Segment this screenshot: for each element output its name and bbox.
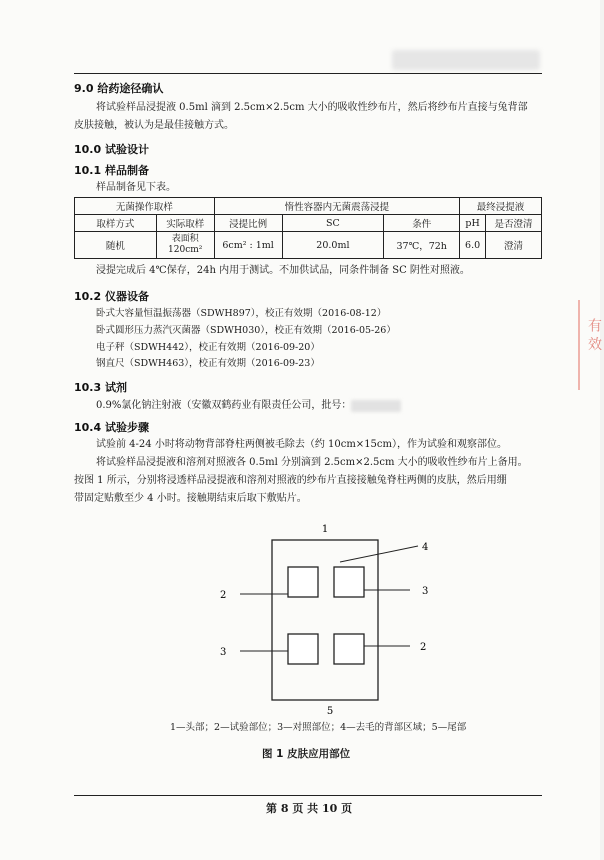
table-cell: 随机 — [75, 232, 157, 259]
skin-application-diagram — [200, 522, 440, 722]
redacted-header — [392, 50, 540, 70]
table-header-cell: 浸提比例 — [214, 215, 282, 232]
table-cell — [156, 232, 214, 259]
equipment-item: 卧式圆形压力蒸汽灭菌器（SDWH030），校正有效期（2016-05-26） — [96, 325, 396, 336]
control-site-upper-right — [334, 567, 364, 597]
equipment-item: 钢直尺（SDWH463），校正有效期（2016-09-23） — [96, 358, 320, 369]
equipment-item: 电子秤（SDWH442），校正有效期（2016-09-20） — [96, 342, 320, 353]
table-cell-line: 120cm² — [168, 245, 203, 255]
leader-line-4 — [340, 546, 418, 562]
table-group-aseptic: 无菌操作取样 — [75, 198, 215, 215]
reagent-line — [96, 397, 401, 415]
control-site-lower-left — [288, 634, 318, 664]
reagent-text: 0.9%氯化钠注射液（安徽双鹤药业有限责任公司，批号： — [96, 400, 352, 411]
footer-rule — [74, 795, 542, 796]
label-control-site-right: 3 — [422, 586, 429, 597]
sample-prep-intro: 样品制备见下表。 — [96, 182, 176, 193]
section-9-para-line-1: 将试验样品浸提液 0.5ml 滴到 2.5cm×2.5cm 大小的吸收性纱布片，然后将纱布片直接与兔背部 — [96, 102, 528, 113]
table-cell: 澄清 — [486, 232, 542, 259]
table-header-cell: pH — [460, 215, 486, 232]
procedure-line-1: 试验前 4-24 小时将动物背部脊柱两侧被毛除去（约 10cm×15cm），作为试验和观察部位。 — [96, 439, 507, 450]
table-cell: 6cm² : 1ml — [214, 232, 282, 259]
procedure-line-3: 按图 1 所示，分别将浸透样品浸提液和溶剂对照液的纱布片直接接触兔脊柱两侧的皮肤，然后用绷 — [74, 475, 507, 486]
label-control-site-left: 3 — [220, 647, 227, 658]
label-head: 1 — [321, 524, 329, 535]
table-header-cell: 条件 — [384, 215, 460, 232]
label-test-site-right: 2 — [420, 642, 427, 653]
procedure-line-4: 带固定贴敷至少 4 小时。接触期结束后取下敷贴片。 — [74, 493, 307, 504]
section-9-heading: 9.0 给药途径确认 — [74, 82, 164, 95]
test-site-upper-left — [288, 567, 318, 597]
page-number: 第 8 页 共 10 页 — [266, 802, 353, 815]
table-cell-line: 表面积 — [171, 234, 199, 244]
table-header-cell: 是否澄清 — [486, 215, 542, 232]
sample-prep-table — [74, 197, 542, 259]
header-rule — [74, 73, 542, 74]
table-cell: 6.0 — [460, 232, 486, 259]
table-header-cell: 实际取样 — [156, 215, 214, 232]
section-10-heading: 10.0 试验设计 — [74, 143, 149, 156]
table-header-cell: 取样方式 — [75, 215, 157, 232]
table-cell: 37℃，72h — [384, 232, 460, 259]
table-cell: 20.0ml — [282, 232, 384, 259]
section-10-3-heading: 10.3 试剂 — [74, 381, 127, 394]
label-shaved-area: 4 — [422, 542, 429, 553]
section-10-4-heading: 10.4 试验步骤 — [74, 421, 149, 434]
seal-stamp-text: 有 效 — [586, 318, 602, 351]
label-test-site-left: 2 — [220, 590, 227, 601]
sample-prep-after: 浸提完成后 4℃保存，24h 内用于测试。不加供试品，同条件制备 SC 阴性对照液。 — [96, 265, 470, 276]
procedure-line-2: 将试验样品浸提液和溶剂对照液各 0.5ml 分别滴到 2.5cm×2.5cm 大小的吸收性纱布片上备用。 — [96, 457, 528, 468]
equipment-item: 卧式大容量恒温振荡器（SDWH897），校正有效期（2016-08-12） — [96, 308, 387, 319]
test-site-lower-right — [334, 634, 364, 664]
table-group-final: 最终浸提液 — [460, 198, 542, 215]
section-9-para-line-2: 皮肤接触，被认为是最佳接触方式。 — [74, 120, 234, 131]
table-header-cell: SC — [282, 215, 384, 232]
figure-legend: 1—头部；2—试验部位；3—对照部位；4—去毛的背部区域；5—尾部 — [170, 722, 467, 733]
label-tail: 5 — [326, 706, 334, 717]
figure-title: 图 1 皮肤应用部位 — [262, 748, 351, 760]
redacted-batch-number — [351, 400, 401, 412]
section-10-2-heading: 10.2 仪器设备 — [74, 290, 149, 303]
table-row — [75, 232, 542, 259]
section-10-1-heading: 10.1 样品制备 — [74, 164, 149, 177]
table-group-extraction: 惰性容器内无菌震荡浸提 — [214, 198, 459, 215]
rabbit-back-outline — [272, 540, 378, 700]
